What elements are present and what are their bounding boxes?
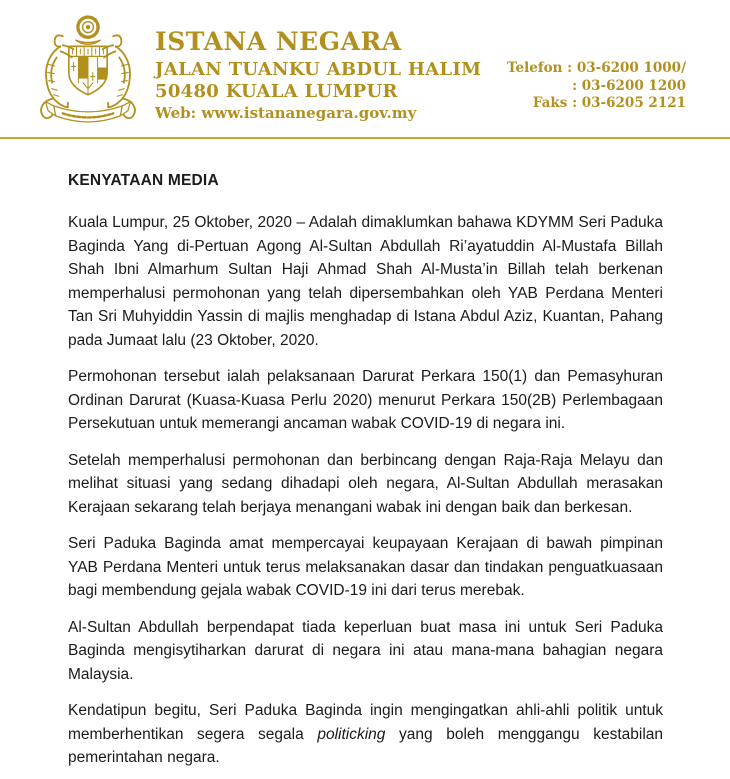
paragraph-5: Al-Sultan Abdullah berpendapat tiada keperluan buat masa ini untuk Seri Paduka Baginda mengisytiharkan darurat di negara ini atau mana-mana bahagian negara Malaysia. — [68, 618, 663, 683]
telefon-line-2: : 03-6200 1200 — [572, 77, 686, 94]
letterhead-divider — [0, 137, 730, 139]
media-statement-heading: KENYATAAN MEDIA — [68, 172, 219, 189]
paragraph-2: Permohonan tersebut ialah pelaksanaan Darurat Perkara 150(1) dan Pemasyhuran Ordinan Darurat (Kuasa-Kuasa Perlu 2020) menurut Perkara 150(2B) Perlembagaan Persekutuan untuk memerangi ancaman wabak COVID-19 di negara ini. — [68, 368, 663, 432]
telefon-line-1: Telefon : 03-6200 1000/ — [507, 60, 686, 76]
paragraph-6-text-start: Kendatipun begitu, Seri Paduka Baginda ingin mengingatkan ahli-ahli politik untuk memberhentikan segera segala — [68, 702, 663, 743]
paragraph-4: Seri Paduka Baginda amat mempercayai keupayaan Kerajaan di bawah pimpinan YAB Perdana Menteri untuk terus melaksanakan dasar dan tindakan penguatkuasaan bagi membendung gejala wabak COVID-19 ini dari terus merebak. — [68, 535, 663, 599]
contact-block — [507, 60, 686, 113]
address-line-2: 50480 KUALA LUMPUR — [155, 80, 398, 102]
paragraph-6-text-end: yang boleh menggangu kestabilan pemerintahan negara. — [68, 725, 664, 766]
paragraph-6 — [68, 699, 663, 770]
malaysian-coat-of-arms-icon — [28, 12, 148, 125]
paragraph-1: Kuala Lumpur, 25 Oktober, 2020 – Adalah dimaklumkan bahawa KDYMM Seri Paduka Baginda Yang di-Pertuan Agong Al-Sultan Abdullah Ri’ayatuddin Al-Mustafa Billah Shah Ibni Almarhum Sultan Haji Ahmad Shah Al-Musta’in Billah telah berkenan memperhalusi permohonan yang telah dipersembahkan oleh YAB Perdana Menteri Tan Sri Muhyiddin Yassin di majlis menghadap di Istana Abdul Aziz, Kuantan, Pahang pada Jumaat lalu (23 Oktober, 2020. — [68, 214, 663, 349]
faks-line: Faks : 03-6205 2121 — [532, 95, 686, 111]
letterhead-org-block — [155, 27, 481, 123]
address-line-1: JALAN TUANKU ABDUL HALIM — [155, 59, 482, 80]
website-line: Web: www.istananegara.gov.my — [155, 104, 417, 122]
paragraph-3: Setelah memperhalusi permohonan dan berbincang dengan Raja-Raja Melayu dan melihat situasi yang sedang dihadapi oleh negara, Al-Sultan Abdullah merasakan Kerajaan sekarang telah berjaya menangani wabak ini dengan baik dan berkesan. — [68, 451, 663, 516]
politicking-italic-word: politicking — [317, 725, 386, 743]
org-name: ISTANA NEGARA — [155, 27, 402, 56]
media-statement-body — [68, 172, 663, 779]
